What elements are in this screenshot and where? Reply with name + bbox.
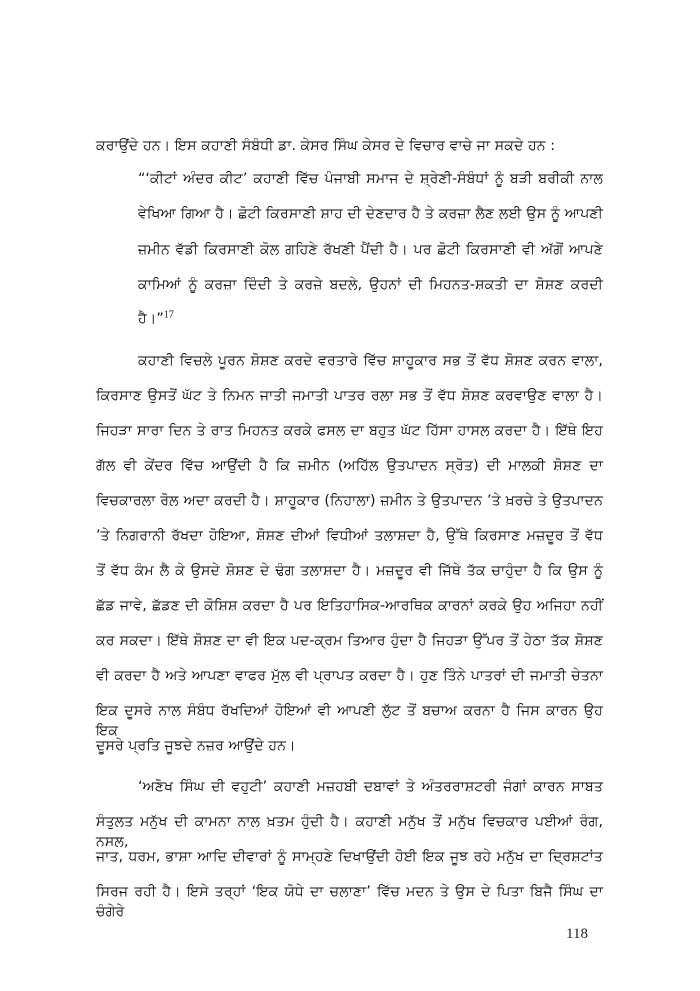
quote-line: ਕਾਮਿਆਂ ਨੂੰ ਕਰਜ਼ਾ ਦਿੰਦੀ ਤੇ ਕਰਜ਼ੇ ਬਦਲੇ, ਉਹਨਾਂ ਦੀ ਮਿਹਨਤ-ਸ਼ਕਤੀ ਦਾ ਸ਼ੋਸ਼ਣ ਕਰਦੀ — [138, 277, 603, 293]
footnote-marker: 17 — [163, 309, 174, 321]
quote-line: ਵੇਖਿਆ ਗਿਆ ਹੈ। ਛੋਟੀ ਕਿਰਸਾਣੀ ਸ਼ਾਹ ਦੀ ਦੇਣਦਾਰ ਹੈ ਤੇ ਕਰਜ਼ਾ ਲੈਣ ਲਈ ਉਸ ਨੂੰ ਆਪਣੀ — [138, 206, 603, 222]
text-line: ਇਕ ਦੂਸਰੇ ਨਾਲ ਸੰਬੰਧ ਰੱਖਦਿਆਂ ਹੋਇਆਂ ਵੀ ਆਪਣੀ ਲੁੱਟ ਤੋਂ ਬਚਾਅ ਕਰਨਾ ਹੈ ਜਿਸ ਕਾਰਨ ਉਹ ਇਕ — [96, 703, 603, 739]
quote-end-text: ਹੈ।” — [138, 311, 164, 327]
quote-line-end — [138, 309, 174, 329]
text-line: ਕਰ ਸਕਦਾ। ਇੱਥੇ ਸ਼ੋਸ਼ਣ ਦਾ ਵੀ ਇਕ ਪਦ-ਕ੍ਰਮ ਤਿਆਰ ਹੁੰਦਾ ਹੈ ਜਿਹੜਾ ਉੱਪਰ ਤੋਂ ਹੇਠਾ ਤੱਕ ਸ਼ੋਸ਼ਣ — [96, 633, 603, 649]
text-line: ਛੱਡ ਜਾਵੇ, ਛੱਡਣ ਦੀ ਕੋਸ਼ਿਸ਼ ਕਰਦਾ ਹੈ ਪਰ ਇਤਿਹਾਸਿਕ-ਆਰਥਿਕ ਕਾਰਨਾਂ ਕਰਕੇ ਉਹ ਅਜਿਹਾ ਨਹੀਂ — [96, 598, 603, 614]
text-line: ‘ਅਣੋਖ ਸਿੰਘ ਦੀ ਵਹੁਟੀ’ ਕਹਾਣੀ ਮਜ਼ਹਬੀ ਦਬਾਵਾਂ ਤੇ ਅੰਤਰਰਾਸ਼ਟਰੀ ਜੰਗਾਂ ਕਾਰਨ ਸਾਬਤ — [138, 779, 603, 795]
text-line: ਕਹਾਣੀ ਵਿਚਲੇ ਪੂਰਨ ਸ਼ੋਸ਼ਣ ਕਰਦੇ ਵਰਤਾਰੇ ਵਿੱਚ ਸ਼ਾਹੂਕਾਰ ਸਭ ਤੋਂ ਵੱਧ ਸ਼ੋਸ਼ਣ ਕਰਨ ਵਾਲਾ, — [138, 353, 603, 369]
text-line: ਵੀ ਕਰਦਾ ਹੈ ਅਤੇ ਆਪਣਾ ਵਾਫਰ ਮੁੱਲ ਵੀ ਪ੍ਰਾਪਤ ਕਰਦਾ ਹੈ। ਹੁਣ ਤਿੰਨੇ ਪਾਤਰਾਂ ਦੀ ਜਮਾਤੀ ਚੇਤਨਾ — [96, 668, 603, 684]
text-line: ਦੂਸਰੇ ਪ੍ਰਤਿ ਜੂਝਦੇ ਨਜ਼ਰ ਆਉਂਦੇ ਹਨ। — [96, 738, 296, 754]
text-line: ਕਿਰਸਾਣ ਉਸਤੋਂ ਘੱਟ ਤੇ ਨਿਮਨ ਜਾਤੀ ਜਮਾਤੀ ਪਾਤਰ ਰਲਾ ਸਭ ਤੋਂ ਵੱਧ ਸ਼ੋਸ਼ਣ ਕਰਵਾਉਣ ਵਾਲਾ ਹੈ। — [96, 388, 603, 404]
text-line: ਵਿਚਕਾਰਲਾ ਰੋਲ ਅਦਾ ਕਰਦੀ ਹੈ। ਸ਼ਾਹੂਕਾਰ (ਨਿਹਾਲਾ) ਜ਼ਮੀਨ ਤੇ ਉਤਪਾਦਨ ’ਤੇ ਖ਼ਰਚੇ ਤੇ ਉਤਪਾਦਨ — [96, 493, 603, 509]
page-number: 118 — [566, 926, 588, 942]
text-line: ਤੋਂ ਵੱਧ ਕੰਮ ਲੈ ਕੇ ਉਸਦੇ ਸ਼ੋਸ਼ਣ ਦੇ ਢੰਗ ਤਲਾਸ਼ਦਾ ਹੈ। ਮਜ਼ਦੂਰ ਵੀ ਜਿੱਥੇ ਤੱਕ ਚਾਹੁੰਦਾ ਹੈ ਕਿ ਉਸ ਨੂੰ — [96, 563, 603, 579]
text-line: ਕਰਾਉਂਦੇ ਹਨ। ਇਸ ਕਹਾਣੀ ਸੰਬੰਧੀ ਡਾ. ਕੇਸਰ ਸਿੰਘ ਕੇਸਰ ਦੇ ਵਿਚਾਰ ਵਾਚੇ ਜਾ ਸਕਦੇ ਹਨ : — [96, 138, 556, 154]
text-line: ਸਿਰਜ ਰਹੀ ਹੈ। ਇਸੇ ਤਰ੍ਹਾਂ ‘ਇਕ ਯੋਧੇ ਦਾ ਚਲਾਣਾ’ ਵਿੱਚ ਮਦਨ ਤੇ ਉਸ ਦੇ ਪਿਤਾ ਬਿਜੈ ਸਿੰਘ ਦਾ ਚੰਗੇਰੇ — [96, 884, 603, 920]
text-line: ਗੱਲ ਵੀ ਕੇਂਦਰ ਵਿੱਚ ਆਉਂਦੀ ਹੈ ਕਿ ਜ਼ਮੀਨ (ਅਹਿੱਲ ਉਤਪਾਦਨ ਸ੍ਰੋਤ) ਦੀ ਮਾਲਕੀ ਸ਼ੋਸ਼ਣ ਦਾ — [96, 458, 603, 474]
text-line: ਜਾਤ, ਧਰਮ, ਭਾਸ਼ਾ ਆਦਿ ਦੀਵਾਰਾਂ ਨੂੰ ਸਾਮ੍ਹਣੇ ਦਿਖਾਉਂਦੀ ਹੋਈ ਇਕ ਜੂਝ ਰਹੇ ਮਨੁੱਖ ਦਾ ਦ੍ਰਿਸ਼ਟਾਂਤ — [96, 849, 603, 865]
quote-line: “‘ਕੀਟਾਂ ਅੰਦਰ ਕੀਟ’ ਕਹਾਣੀ ਵਿੱਚ ਪੰਜਾਬੀ ਸਮਾਜ ਦੇ ਸ਼੍ਰੇਣੀ-ਸੰਬੰਧਾਂ ਨੂੰ ਬੜੀ ਬਰੀਕੀ ਨਾਲ — [138, 171, 603, 187]
text-line: ਸੰਤੁਲਤ ਮਨੁੱਖ ਦੀ ਕਾਮਨਾ ਨਾਲ ਖ਼ਤਮ ਹੁੰਦੀ ਹੈ। ਕਹਾਣੀ ਮਨੁੱਖ ਤੋਂ ਮਨੁੱਖ ਵਿਚਕਾਰ ਪਈਆਂ ਰੰਗ, ਨਸਲ, — [96, 814, 603, 850]
quote-line: ਜ਼ਮੀਨ ਵੱਡੀ ਕਿਰਸਾਣੀ ਕੋਲ ਗਹਿਣੇ ਰੱਖਣੀ ਪੈਂਦੀ ਹੈ। ਪਰ ਛੋਟੀ ਕਿਰਸਾਣੀ ਵੀ ਅੱਗੋਂ ਆਪਣੇ — [138, 242, 603, 258]
text-line: ’ਤੇ ਨਿਗਰਾਨੀ ਰੱਖਦਾ ਹੋਇਆ, ਸ਼ੋਸ਼ਣ ਦੀਆਂ ਵਿਧੀਆਂ ਤਲਾਸ਼ਦਾ ਹੈ, ਉੱਥੇ ਕਿਰਸਾਣ ਮਜ਼ਦੂਰ ਤੋਂ ਵੱਧ — [96, 528, 603, 544]
text-line: ਜਿਹੜਾ ਸਾਰਾ ਦਿਨ ਤੇ ਰਾਤ ਮਿਹਨਤ ਕਰਕੇ ਫਸਲ ਦਾ ਬਹੁਤ ਘੱਟ ਹਿੱਸਾ ਹਾਸਲ ਕਰਦਾ ਹੈ। ਇੱਥੇ ਇਹ — [96, 423, 603, 439]
